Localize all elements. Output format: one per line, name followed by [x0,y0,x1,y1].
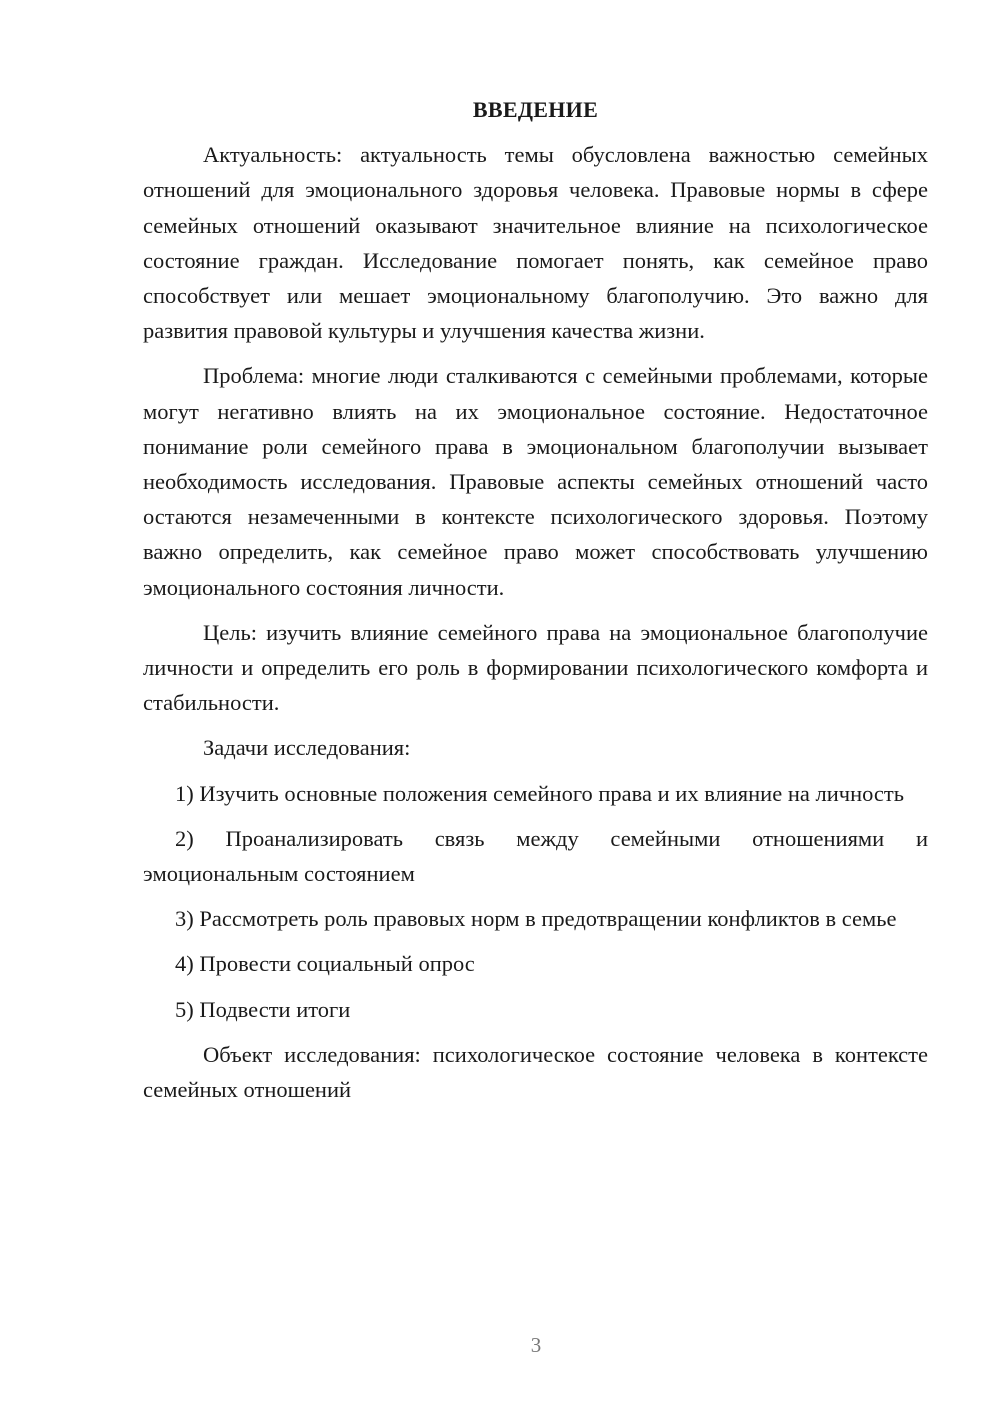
page-number: 3 [530,1333,542,1357]
paragraph-relevance: Актуальность: актуальность темы обусловлена важностью семейных отношений для эмоционального здоровья человека. Правовые нормы в сфере семейных отношений оказывают значительное влияние на психологическое состояние граждан. Исследование помогает понять, как семейное право способствует или мешает эмоциональному благополучию. Это важно для развития правовой культуры и улучшения качества жизни. [143,142,928,344]
section-title: ВВЕДЕНИЕ [472,97,599,122]
task-item-4: 4) Провести социальный опрос [175,951,475,977]
paragraph-object: Объект исследования: психологическое состояние человека в контексте семейных отношений [143,1041,928,1103]
paragraph-tasks-heading: Задачи исследования: [203,735,411,761]
task-item-1: 1) Изучить основные положения семейного права и их влияние на личность [175,780,904,806]
task-item-2: 2) Проанализировать связь между семейными отношениями и эмоциональным состоянием [143,825,928,887]
page-content [143,92,928,1107]
paragraph-problem: Проблема: многие люди сталкиваются с семейными проблемами, которые могут негативно влиять на их эмоциональное состояние. Недостаточное понимание роли семейного права в эмоциональном благополучии вызывает необходимость исследования. Правовые аспекты семейных отношений часто остаются незамеченными в контексте психологического здоровья. Поэтому важно определить, как семейное право может способствовать улучшению эмоционального состояния личности. [143,363,928,600]
paragraph-goal: Цель: изучить влияние семейного права на эмоциональное благополучие личности и определить его роль в формировании психологического комфорта и стабильности. [143,619,928,716]
task-item-5: 5) Подвести итоги [175,996,351,1022]
task-item-3: 3) Рассмотреть роль правовых норм в предотвращении конфликтов в семье [175,906,897,932]
